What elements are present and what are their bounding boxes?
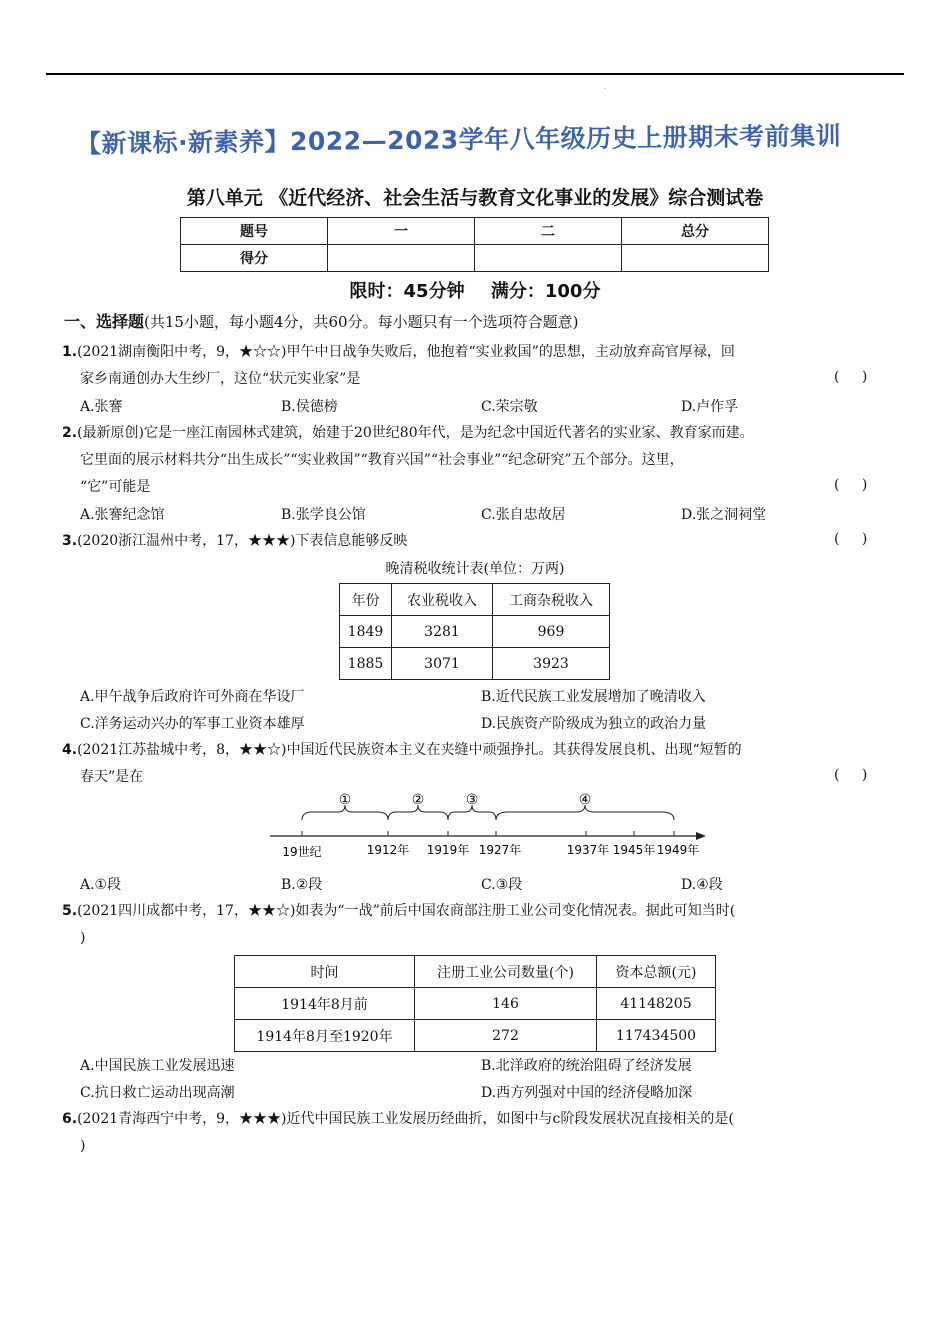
table-header: 年份 xyxy=(340,584,392,616)
question-text: (2021湖南衡阳中考，9，★☆☆)甲午中日战争失败后，他抱着“实业救国”的思想，主动放弃高官厚禄，回 xyxy=(77,344,735,360)
section-heading xyxy=(64,312,578,332)
question-number: 4. xyxy=(62,742,78,758)
section-note: (共15小题，每小题4分，共60分。每小题只有一个选项符合题意) xyxy=(144,313,579,331)
table-header: 工商杂税收入 xyxy=(493,584,610,616)
timeline-tick-label: 1927年 xyxy=(478,843,522,857)
question-6-line2[interactable]: ) xyxy=(80,1138,86,1154)
table-cell: 117434500 xyxy=(597,1020,716,1052)
full-score: 满分：100分 xyxy=(490,281,601,302)
time-limit: 限时：45分钟 xyxy=(349,281,465,302)
table-cell: 1849 xyxy=(340,616,392,648)
table-caption: 晚清税收统计表(单位：万两) xyxy=(385,561,565,577)
table-cell: 969 xyxy=(493,616,610,648)
table-header: 时间 xyxy=(235,956,415,988)
table-header: 资本总额(元) xyxy=(597,956,716,988)
timeline-segment-label: ① xyxy=(338,792,352,808)
score-cell: 二 xyxy=(475,218,622,245)
score-cell: 得分 xyxy=(181,245,328,272)
score-table-row xyxy=(181,218,769,245)
table-cell: 3281 xyxy=(392,616,493,648)
question-number: 3. xyxy=(62,533,78,549)
option-c[interactable]: C.洋务运动兴办的军事工业资本雄厚 xyxy=(80,716,305,732)
table-cell: 1885 xyxy=(340,648,392,680)
score-input-cell[interactable] xyxy=(328,245,475,272)
question-2-line1 xyxy=(62,423,754,443)
question-6-line1 xyxy=(62,1109,734,1129)
option-b[interactable]: B.②段 xyxy=(281,877,323,893)
question-1-line2: 家乡南通创办大生纱厂，这位“状元实业家”是 xyxy=(80,371,361,387)
question-5-line1 xyxy=(62,901,735,921)
answer-blank[interactable]: ( ) xyxy=(834,369,868,385)
timeline-tick-label: 19世纪 xyxy=(282,845,322,859)
option-d[interactable]: D.④段 xyxy=(681,877,723,893)
table-cell: 1914年8月前 xyxy=(235,988,415,1020)
option-b[interactable]: B.张学良公馆 xyxy=(281,507,366,523)
table-row xyxy=(235,1020,716,1052)
option-d[interactable]: D.张之洞祠堂 xyxy=(681,507,767,523)
table-cell: 1914年8月至1920年 xyxy=(235,1020,415,1052)
table-row xyxy=(235,988,716,1020)
option-a[interactable]: A.张謇纪念馆 xyxy=(80,507,165,523)
company-table xyxy=(234,955,716,1052)
table-header-row xyxy=(235,956,716,988)
section-title: 一、选择题 xyxy=(64,312,145,331)
option-b[interactable]: B.侯德榜 xyxy=(281,399,338,415)
score-table-row xyxy=(181,245,769,272)
unit-title: 第八单元 《近代经济、社会生活与教育文化事业的发展》综合测试卷 xyxy=(186,187,764,209)
table-cell: 272 xyxy=(415,1020,597,1052)
question-text: (2020浙江温州中考，17，★★★)下表信息能够反映 xyxy=(77,533,408,549)
table-row xyxy=(340,616,610,648)
timeline-tick-label: 1937年 xyxy=(566,843,610,857)
question-2-line2: 它里面的展示材料共分“出生成长”“实业救国”“教育兴国”“社会事业”“纪念研究”五个部分。这里， xyxy=(80,452,684,468)
score-input-cell[interactable] xyxy=(475,245,622,272)
time-score-line xyxy=(0,277,950,303)
top-rule xyxy=(46,73,904,75)
table-cell: 41148205 xyxy=(597,988,716,1020)
option-a[interactable]: A.①段 xyxy=(80,877,122,893)
question-5-line2[interactable]: ) xyxy=(80,930,86,946)
option-c[interactable]: C.③段 xyxy=(481,877,523,893)
timeline-diagram xyxy=(268,790,708,860)
table-cell: 3071 xyxy=(392,648,493,680)
question-4-line1 xyxy=(62,740,742,760)
option-d[interactable]: D.西方列强对中国的经济侵略加深 xyxy=(481,1085,693,1101)
question-number: 1. xyxy=(62,344,78,360)
question-1-line1 xyxy=(62,342,735,362)
timeline-segment-label: ② xyxy=(411,792,425,808)
timeline-arrow-icon xyxy=(696,832,706,840)
table-row xyxy=(340,648,610,680)
table-header-row xyxy=(340,584,610,616)
option-c[interactable]: C.荣宗敬 xyxy=(481,399,538,415)
table-cell: 146 xyxy=(415,988,597,1020)
option-d[interactable]: D.卢作孚 xyxy=(681,399,739,415)
score-table xyxy=(180,217,769,272)
score-cell: 总分 xyxy=(622,218,769,245)
option-a[interactable]: A.中国民族工业发展迅速 xyxy=(80,1058,235,1074)
question-2-line3: “它”可能是 xyxy=(80,479,151,495)
question-text: (2021青海西宁中考，9，★★★)近代中国民族工业发展历经曲折，如图中与c阶段发展状况直接相关的是( xyxy=(77,1111,734,1127)
tax-table xyxy=(339,583,610,680)
table-header: 注册工业公司数量(个) xyxy=(415,956,597,988)
decorative-dot: · xyxy=(604,86,606,93)
timeline-segment-label: ④ xyxy=(578,792,592,808)
question-number: 2. xyxy=(62,425,78,441)
option-b[interactable]: B.近代民族工业发展增加了晚清收入 xyxy=(481,689,706,705)
question-number: 6. xyxy=(62,1111,78,1127)
table-header: 农业税收入 xyxy=(392,584,493,616)
score-cell: 一 xyxy=(328,218,475,245)
option-c[interactable]: C.张自忠故居 xyxy=(481,507,566,523)
question-text: (2021江苏盐城中考，8，★★☆)中国近代民族资本主义在夹缝中顽强挣扎。其获得发展良机、出现“短暂的 xyxy=(77,742,742,758)
answer-blank[interactable]: ( ) xyxy=(834,531,868,547)
timeline-segment-label: ③ xyxy=(465,792,479,808)
score-cell: 题号 xyxy=(181,218,328,245)
banner-title: 【新课标·新素养】2022—2023学年八年级历史上册期末考前集训 xyxy=(75,121,842,159)
timeline-tick-label: 1945年 xyxy=(612,843,656,857)
question-number: 5. xyxy=(62,903,78,919)
option-c[interactable]: C.抗日救亡运动出现高潮 xyxy=(80,1085,235,1101)
answer-blank[interactable]: ( ) xyxy=(834,767,868,783)
answer-blank[interactable]: ( ) xyxy=(834,477,868,493)
option-a[interactable]: A.张謇 xyxy=(80,399,123,415)
table-cell: 3923 xyxy=(493,648,610,680)
question-text: (2021四川成都中考，17，★★☆)如表为“一战”前后中国农商部注册工业公司变化情况表。据此可知当时( xyxy=(77,903,736,919)
option-a[interactable]: A.甲午战争后政府许可外商在华设厂 xyxy=(80,689,305,705)
question-3-line1 xyxy=(62,531,407,551)
timeline-tick-label: 1949年 xyxy=(656,843,700,857)
option-b[interactable]: B.北洋政府的统治阻碍了经济发展 xyxy=(481,1058,692,1074)
question-text: (最新原创)它是一座江南园林式建筑，始建于20世纪80年代，是为纪念中国近代著名的实业家、教育家而建。 xyxy=(77,425,754,441)
timeline-tick-label: 1912年 xyxy=(366,843,410,857)
option-d[interactable]: D.民族资产阶级成为独立的政治力量 xyxy=(481,716,707,732)
question-4-line2: 春天”是在 xyxy=(80,769,144,785)
timeline-tick-label: 1919年 xyxy=(426,843,470,857)
score-input-cell[interactable] xyxy=(622,245,769,272)
